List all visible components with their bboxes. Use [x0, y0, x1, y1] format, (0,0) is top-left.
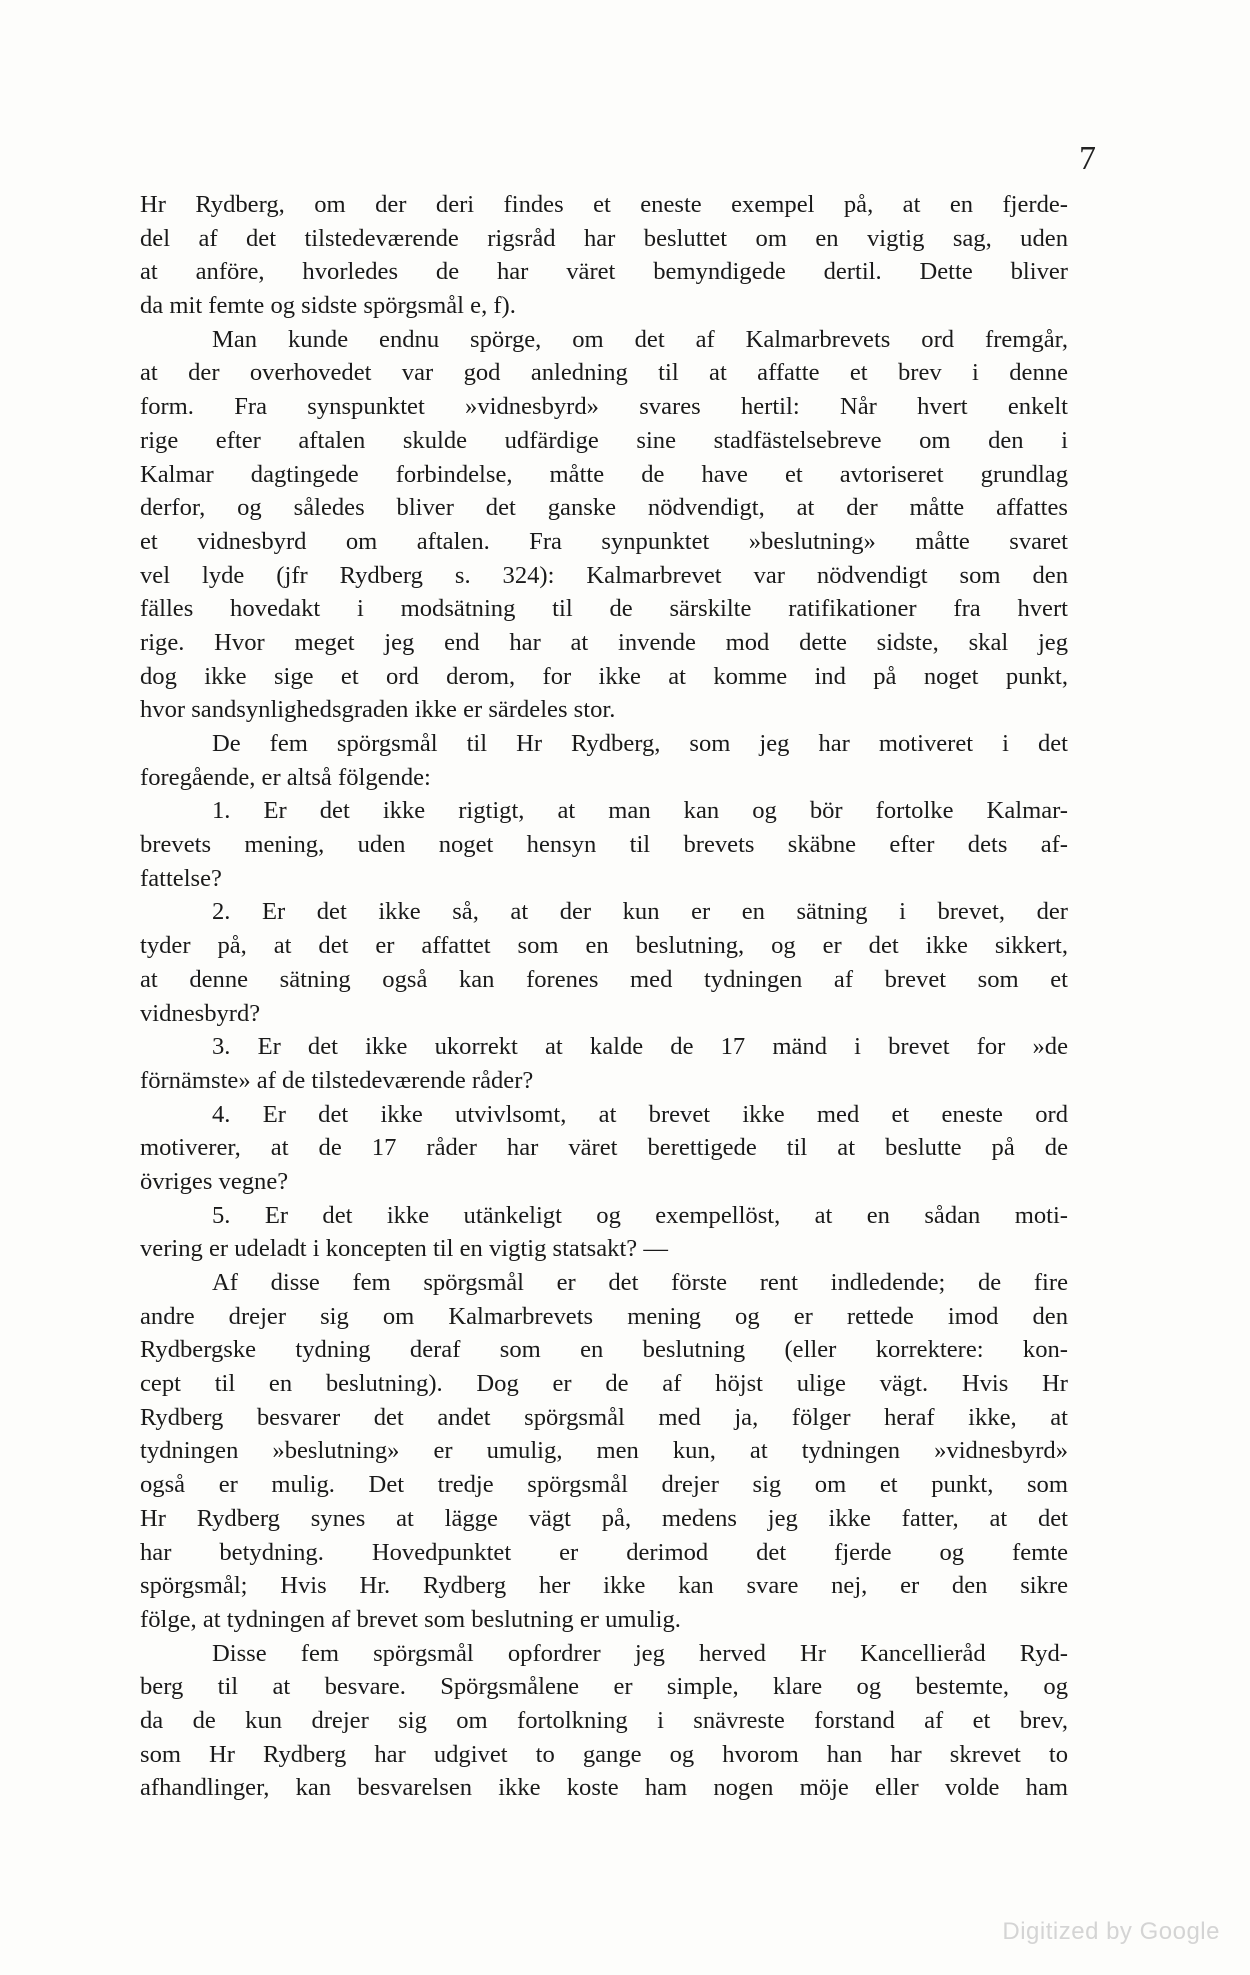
- text-line: et vidnesbyrd om aftalen. Fra synpunktet »beslutning» måtte svaret: [140, 527, 1068, 555]
- text-line: 5. Er det ikke utänkeligt og exempellöst, at en sådan moti-: [212, 1201, 1068, 1229]
- text-line: fälles hovedakt i modsätning til de särskilte ratifikationer fra hvert: [140, 595, 1068, 623]
- text-line: form. Fra synspunktet »vidnesbyrd» svares hertil: Når hvert enkelt: [140, 393, 1068, 421]
- text-line: da mit femte og sidste spörgsmål e, f).: [140, 292, 516, 320]
- text-line: rige efter aftalen skulde udfärdige sine stadfästelsebreve om den i: [140, 426, 1068, 454]
- text-line: spörgsmål; Hvis Hr. Rydberg her ikke kan svare nej, er den sikre: [140, 1572, 1068, 1600]
- text-line: vel lyde (jfr Rydberg s. 324): Kalmarbrevet var nödvendigt som den: [140, 561, 1068, 589]
- text-line: da de kun drejer sig om fortolkning i snävreste forstand af et brev,: [140, 1706, 1068, 1734]
- text-line: Rydbergske tydning deraf som en beslutning (eller korrektere: kon-: [140, 1336, 1068, 1364]
- text-line: Rydberg besvarer det andet spörgsmål med ja, fölger heraf ikke, at: [140, 1403, 1068, 1431]
- text-line: at der overhovedet var god anledning til at affatte et brev i denne: [140, 359, 1068, 387]
- text-line: Hr Rydberg, om der deri findes et eneste exempel på, at en fjerde-: [140, 191, 1068, 218]
- text-line: fölge, at tydningen af brevet som beslutning er umulig.: [140, 1605, 681, 1633]
- text-line: at anföre, hvorledes de har väret bemyndigede dertil. Dette bliver: [140, 258, 1068, 286]
- text-line: motiverer, at de 17 råder har väret berettigede til at beslutte på de: [140, 1134, 1068, 1162]
- text-line: rige. Hvor meget jeg end har at invende mod dette sidste, skal jeg: [140, 628, 1068, 656]
- text-line: berg til at besvare. Spörgsmålene er simple, klare og bestemte, og: [140, 1673, 1068, 1701]
- text-line: övriges vegne?: [140, 1167, 289, 1195]
- text-line: brevets mening, uden noget hensyn til brevets skäbne efter dets af-: [140, 831, 1068, 859]
- text-line: hvor sandsynlighedsgraden ikke er särdeles stor.: [140, 696, 616, 724]
- text-line: Disse fem spörgsmål opfordrer jeg herved Hr Kancellieråd Ryd-: [212, 1639, 1068, 1667]
- page-number: 7: [1079, 140, 1096, 177]
- text-line: har betydning. Hovedpunktet er derimod det fjerde og femte: [140, 1538, 1068, 1566]
- text-line: dog ikke sige et ord derom, for ikke at komme ind på noget punkt,: [140, 662, 1068, 690]
- text-line: 3. Er det ikke ukorrekt at kalde de 17 mänd i brevet for »de: [212, 1033, 1068, 1061]
- text-line: cept til en beslutning). Dog er de af höjst ulige vägt. Hvis Hr: [140, 1370, 1068, 1398]
- body-text: [140, 188, 1068, 1805]
- text-line: del af det tilstedeværende rigsråd har besluttet om en vigtig sag, uden: [140, 224, 1068, 252]
- text-line: vidnesbyrd?: [140, 999, 261, 1027]
- text-line: tydningen »beslutning» er umulig, men kun, at tydningen »vidnesbyrd»: [140, 1437, 1068, 1465]
- text-line: derfor, og således bliver det ganske nödvendigt, at der måtte affattes: [140, 494, 1068, 522]
- text-line: også er mulig. Det tredje spörgsmål drejer sig om et punkt, som: [140, 1471, 1068, 1499]
- text-line: Af disse fem spörgsmål er det förste rent indledende; de fire: [212, 1269, 1068, 1296]
- digitized-watermark: Digitized by Google: [1002, 1918, 1220, 1945]
- text-line: som Hr Rydberg har udgivet to gange og hvorom han har skrevet to: [140, 1740, 1068, 1768]
- text-line: andre drejer sig om Kalmarbrevets mening og er rettede imod den: [140, 1302, 1068, 1330]
- text-line: 4. Er det ikke utvivlsomt, at brevet ikke med et eneste ord: [212, 1100, 1068, 1128]
- text-line: vering er udeladt i koncepten til en vigtig statsakt? —: [140, 1235, 668, 1263]
- text-line: tyder på, at det er affattet som en beslutning, og er det ikke sikkert,: [140, 932, 1068, 960]
- text-line: foregående, er altså fölgende:: [140, 763, 431, 791]
- text-line: afhandlinger, kan besvarelsen ikke koste ham nogen möje eller volde ham: [140, 1774, 1068, 1802]
- text-line: 2. Er det ikke så, at der kun er en sätning i brevet, der: [212, 898, 1068, 926]
- text-line: De fem spörgsmål til Hr Rydberg, som jeg har motiveret i det: [212, 730, 1068, 757]
- text-line: 1. Er det ikke rigtigt, at man kan og bör fortolke Kalmar-: [212, 797, 1068, 825]
- text-line: Man kunde endnu spörge, om det af Kalmarbrevets ord fremgår,: [212, 325, 1068, 353]
- text-line: Hr Rydberg synes at lägge vägt på, medens jeg ikke fatter, at det: [140, 1504, 1068, 1532]
- text-line: fattelse?: [140, 864, 222, 892]
- text-line: at denne sätning også kan forenes med tydningen af brevet som et: [140, 965, 1068, 993]
- text-line: Kalmar dagtingede forbindelse, måtte de have et avtoriseret grundlag: [140, 460, 1068, 488]
- text-line: förnämste» af de tilstedeværende råder?: [140, 1066, 534, 1094]
